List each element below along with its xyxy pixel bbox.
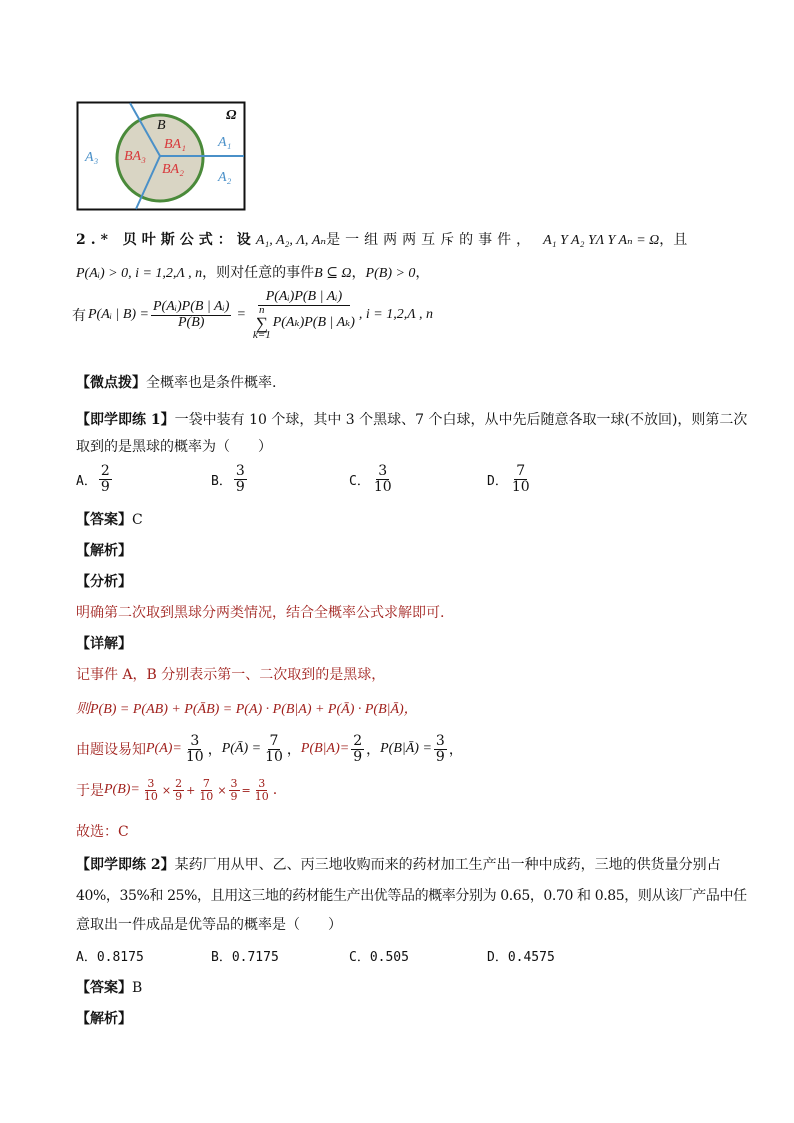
- q1-option-c-den: 10: [373, 478, 392, 495]
- bayes-cond-3: P(B) > 0: [365, 266, 416, 281]
- q2-option-d: [487, 946, 555, 965]
- q1-result-equals: =: [241, 783, 251, 797]
- q1-option-c-frac: [372, 464, 394, 494]
- q1-option-c-letter: C．: [349, 473, 370, 489]
- bayes-fraction-2-num: P(Aᵢ)P(B | Aᵢ): [258, 290, 350, 306]
- venn-label-ba2: BA₂: [162, 162, 184, 177]
- q1-result-times-1: ×: [161, 783, 172, 797]
- q1-given-pba-den: 9: [353, 748, 363, 765]
- venn-diagram: [76, 101, 246, 211]
- q1-detail-line-1: [76, 664, 385, 684]
- q1-result-frac-1-num: 3: [147, 777, 155, 790]
- q1-result-line: [76, 778, 277, 802]
- q1-result-frac-3-den: 10: [199, 789, 214, 803]
- bayes-events: A₁, A₂, Λ, Aₙ: [255, 233, 327, 248]
- q1-option-b: [211, 464, 249, 494]
- q1-answer-label: 【答案】: [76, 512, 132, 528]
- q1-choose-text: 故选：C: [76, 824, 129, 840]
- bayes-formula: [72, 290, 433, 341]
- q1-line-1: [76, 409, 747, 429]
- bayes-events-text: 是一组两两互斥的事件，: [326, 232, 536, 248]
- q1-given-comma-4: ，: [448, 742, 463, 759]
- q1-answer-value: C: [132, 512, 143, 528]
- summation-top: n: [259, 303, 265, 316]
- bayes-heading: 2.* 贝叶斯公式：设: [76, 232, 256, 248]
- q2-line-2: [76, 885, 747, 905]
- q1-fenxi-text-content: 明确第二次取到黑球分两类情况，结合全概率公式求解即可.: [76, 605, 445, 621]
- q1-option-a: [76, 464, 114, 494]
- tip-line: [76, 372, 276, 392]
- q1-option-b-frac: [234, 464, 247, 494]
- bayes-line1-end: ，且: [659, 232, 688, 248]
- tip-label: 【微点拨】: [76, 375, 146, 391]
- q1-result-frac-2-den: 9: [175, 789, 183, 803]
- q2-option-b: [211, 946, 279, 965]
- q1-result-period: .: [272, 782, 278, 799]
- q1-result-frac-2-num: 2: [175, 777, 183, 790]
- q2-line-1: [76, 854, 721, 874]
- venn-label-ba3: BA₃: [124, 149, 146, 164]
- bayes-cond-text: ，则对任意的事件: [202, 265, 315, 281]
- q2-text-2: 40%，35%和 25%，且用这三地的药材能生产出优等品的概率分别为 0.65，0.70 和 0.85，则从该厂产品中任: [76, 888, 747, 904]
- venn-label-a2: A₂: [218, 170, 232, 185]
- q1-given-pna: P(Ā) =: [221, 741, 262, 757]
- q2-answer-label: 【答案】: [76, 980, 132, 996]
- q1-option-d-num: 7: [516, 463, 526, 479]
- venn-omega: Ω: [226, 108, 237, 123]
- venn-label-a3: A₃: [85, 150, 99, 165]
- q2-option-a: [76, 946, 144, 965]
- q1-option-b-letter: B．: [211, 473, 232, 489]
- q2-option-b-text: B．0.7175: [211, 950, 279, 965]
- bayes-fraction-1-den: P(B): [178, 314, 205, 330]
- q1-given-pna-num: 7: [269, 733, 279, 749]
- venn-label-b: B: [157, 118, 166, 133]
- q1-given-pbna-num: 3: [435, 733, 445, 749]
- q2-answer: [76, 977, 142, 997]
- q1-line-2: [76, 436, 272, 456]
- q1-result-plus: +: [186, 783, 196, 797]
- q1-analysis-label: 【解析】: [76, 543, 132, 559]
- q1-result-frac-1: [142, 778, 160, 802]
- q1-given-pna-frac: [263, 734, 285, 764]
- bayes-union: A₁ Y A₂ YΛ Y Aₙ = Ω: [543, 233, 660, 248]
- q1-option-d-frac: [510, 464, 532, 494]
- q1-result-times-2: ×: [217, 783, 227, 797]
- q2-line-3: [76, 914, 342, 934]
- q1-text-1: 一袋中装有 10 个球，其中 3 个黑球、7 个白球，从中先后随意各取一球(不放回)，则第二次: [174, 412, 748, 428]
- q1-analysis: [76, 540, 132, 560]
- bayes-formula-eq: =: [236, 307, 246, 323]
- q1-result-frac-4-den: 9: [230, 789, 238, 803]
- bayes-cond-1: P(Aᵢ) > 0, i = 1,2,Λ , n: [76, 266, 203, 281]
- q1-label: 【即学即练 1】: [76, 412, 175, 428]
- q1-given-line: [76, 734, 463, 764]
- bayes-cond-2: B ⊆ Ω: [314, 266, 352, 281]
- q1-result-frac-2: [173, 778, 184, 802]
- q1-fenxi: [76, 571, 132, 591]
- q1-result-frac-5: [253, 778, 271, 802]
- q2-label: 【即学即练 2】: [76, 857, 175, 873]
- bayes-cond-sep: ，: [351, 265, 366, 281]
- q1-option-d: [487, 464, 534, 494]
- q1-total-prob-formula: 则P(B) = P(AB) + P(ĀB) = P(A) · P(B|A) + P(Ā) · P(B|Ā)，: [76, 702, 418, 717]
- q1-result-pb: P(B)=: [104, 782, 140, 798]
- q1-detail-line-2: [76, 698, 418, 718]
- bayes-fraction-2-den: [251, 303, 357, 341]
- bayes-fraction-2-den-text: P(Aₖ)P(B | Aₖ): [272, 314, 355, 330]
- q2-option-c: [349, 946, 409, 965]
- bayes-formula-prefix: 有: [72, 308, 86, 325]
- bayes-line-1: [76, 229, 687, 249]
- q2-option-c-text: C．0.505: [349, 950, 409, 965]
- q1-given-pa-num: 3: [190, 733, 200, 749]
- summation-bottom: k=1: [252, 328, 271, 341]
- q1-result-frac-1-den: 10: [143, 789, 158, 803]
- bayes-line-2: [76, 262, 429, 282]
- q1-given-pba-frac: [351, 734, 364, 764]
- q1-given-pba-num: 2: [353, 733, 363, 749]
- q1-result-frac-4: [229, 778, 240, 802]
- q1-given-pa-frac: [184, 734, 206, 764]
- bayes-formula-lhs: P(Aᵢ | B) =: [88, 307, 149, 323]
- q2-text-3: 意取出一件成品是优等品的概率是（ ）: [76, 917, 342, 933]
- q1-given-comma-2: ，: [286, 742, 301, 759]
- venn-label-ba1: BA₁: [164, 137, 186, 152]
- q1-result-frac-4-num: 3: [230, 777, 238, 790]
- q2-option-d-text: D．0.4575: [487, 950, 555, 965]
- summation-symbol: ∑: [255, 313, 268, 333]
- q1-given-comma-3: ，: [366, 742, 381, 759]
- q1-result-frac-3-num: 7: [202, 777, 210, 790]
- q1-fenxi-text: [76, 602, 444, 622]
- q1-option-b-den: 9: [235, 478, 245, 495]
- q1-given-pa-den: 10: [185, 748, 204, 765]
- tip-text: 全概率也是条件概率.: [146, 375, 277, 391]
- q1-given-prefix: 由题设易知: [76, 742, 146, 759]
- q1-given-pa: P(A)=: [146, 741, 182, 757]
- q1-option-c-num: 3: [378, 463, 388, 479]
- q1-given-pbna-den: 9: [435, 748, 445, 765]
- bayes-fraction-1: [151, 300, 231, 330]
- q1-given-pna-den: 10: [265, 748, 283, 765]
- bayes-line2-end: ，: [415, 265, 430, 281]
- q1-option-c: [349, 464, 396, 494]
- q1-option-d-letter: D．: [487, 473, 508, 489]
- q1-given-pbna: P(B|Ā) =: [380, 741, 432, 757]
- q1-given-comma-1: ，: [207, 742, 222, 759]
- bayes-formula-tail: , i = 1,2,Λ , n: [358, 307, 433, 323]
- q2-text-1: 某药厂用从甲、乙、丙三地收购而来的药材加工生产出一种中成药，三地的供货量分别占: [174, 857, 721, 873]
- q2-analysis: [76, 1008, 132, 1028]
- q1-option-a-num: 2: [100, 463, 110, 479]
- q2-option-a-text: A．0.8175: [76, 950, 144, 965]
- q1-result-prefix: 于是: [76, 783, 104, 800]
- q1-option-b-num: 3: [235, 463, 245, 479]
- summation: [252, 303, 271, 341]
- q1-result-frac-5-den: 10: [254, 789, 269, 803]
- q2-answer-value: B: [132, 980, 143, 996]
- q1-detail-label: 【详解】: [76, 636, 132, 652]
- q1-fenxi-label: 【分析】: [76, 574, 132, 590]
- q1-result-frac-5-num: 3: [258, 777, 266, 790]
- q1-result-frac-3: [197, 778, 215, 802]
- q1-text-2: 取到的是黑球的概率为（ ）: [76, 439, 272, 455]
- q1-choose: [76, 821, 129, 841]
- q1-option-a-letter: A．: [76, 473, 97, 489]
- q1-given-pbna-frac: [434, 734, 447, 764]
- q1-option-a-den: 9: [100, 478, 110, 495]
- bayes-fraction-1-num: P(Aᵢ)P(B | Aᵢ): [153, 299, 230, 315]
- q1-detail-line-1-text: 记事件 A，B 分别表示第一、二次取到的是黑球，: [76, 667, 386, 683]
- q1-option-d-den: 10: [511, 478, 530, 495]
- q1-option-a-frac: [99, 464, 112, 494]
- q1-answer: [76, 509, 143, 529]
- venn-label-a1: A₁: [218, 135, 232, 150]
- q1-detail: [76, 633, 132, 653]
- bayes-fraction-2: [251, 290, 357, 341]
- q2-analysis-label: 【解析】: [76, 1011, 132, 1027]
- q1-given-pba: P(B|A)=: [300, 741, 350, 757]
